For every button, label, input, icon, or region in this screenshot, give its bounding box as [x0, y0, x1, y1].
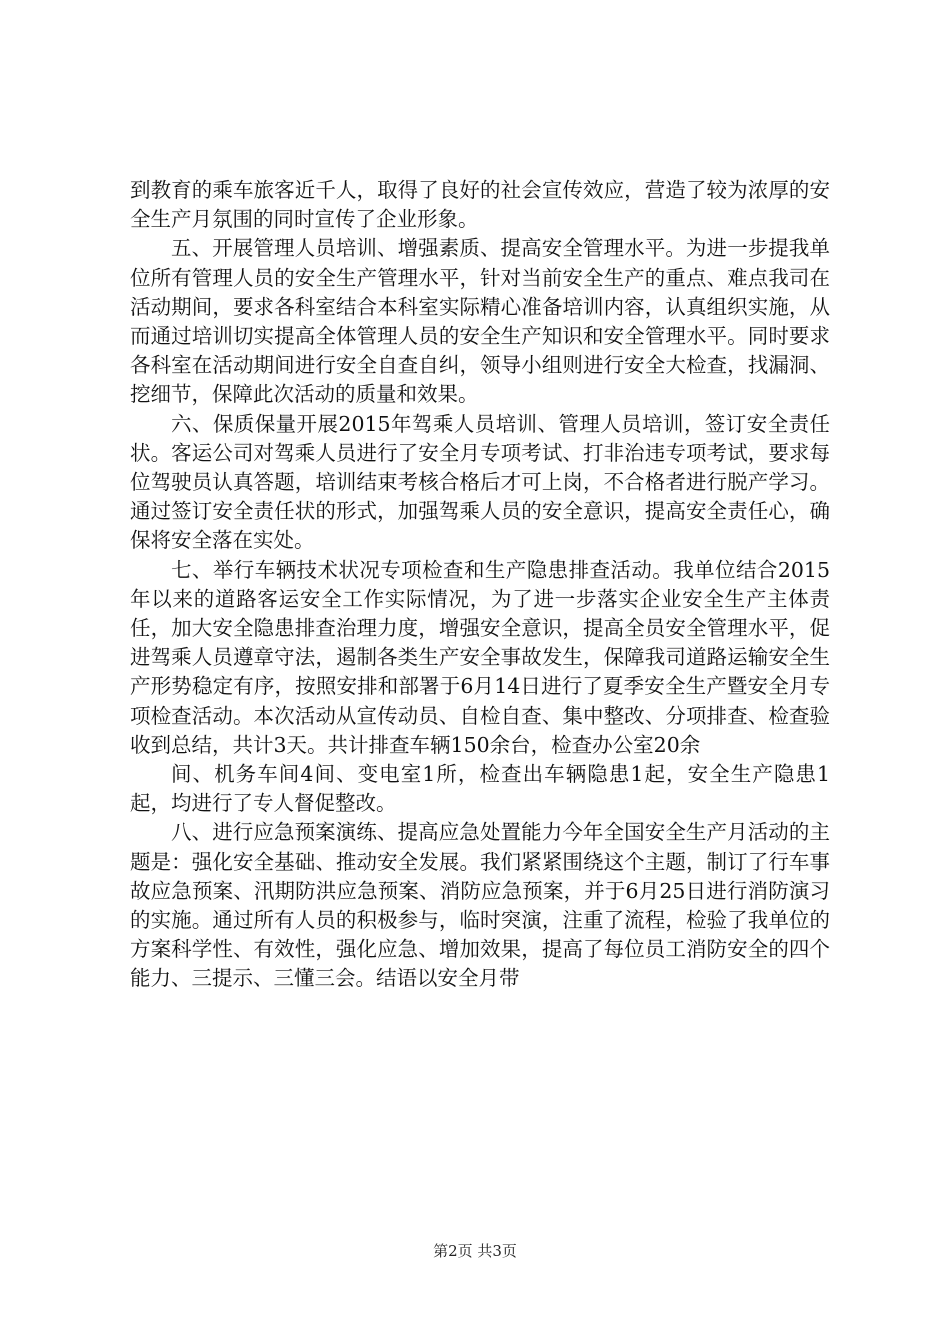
body-paragraph: 八、进行应急预案演练、提高应急处置能力今年全国安全生产月活动的主题是：强化安全基础、推动安全发展。我们紧紧围绕这个主题，制订了行车事故应急预案、汛期防洪应急预案、消防应急预案，并于6月25日进行消防演习的实施。通过所有人员的积极参与，临时突演，注重了流程，检验了我单位的方案科学性、有效性，强化应急、增加效果，提高了每位员工消防安全的四个能力、三提示、三懂三会。结语以安全月带	[130, 820, 830, 991]
body-paragraph: 间、机务车间4间、变电室1所，检查出车辆隐患1起，安全生产隐患1起，均进行了专人督促整改。	[130, 762, 830, 816]
body-paragraph: 六、保质保量开展2015年驾乘人员培训、管理人员培训，签订安全责任状。客运公司对驾乘人员进行了安全月专项考试、打非治违专项考试，要求每位驾驶员认真答题，培训结束考核合格后才可上岗，不合格者进行脱产学习。通过签订安全责任状的形式，加强驾乘人员的安全意识，提高安全责任心，确保将安全落在实处。	[130, 411, 830, 553]
body-paragraph: 五、开展管理人员培训、增强素质、提高安全管理水平。为进一步提我单位所有管理人员的安全生产管理水平，针对当前安全生产的重点、难点我司在活动期间，要求各科室结合本科室实际精心准备培训内容，认真组织实施，从而通过培训切实提高全体管理人员的安全生产知识和安全管理水平。同时要求各科室在活动期间进行安全自查自纠，领导小组则进行安全大检查，找漏洞、挖细节，保障此次活动的质量和效果。	[130, 236, 830, 407]
page-footer: 第2页 共3页	[433, 1242, 517, 1260]
document-body	[130, 176, 830, 994]
body-paragraph: 到教育的乘车旅客近千人，取得了良好的社会宣传效应，营造了较为浓厚的安全生产月氛围的同时宣传了企业形象。	[130, 178, 830, 232]
body-paragraph: 七、举行车辆技术状况专项检查和生产隐患排查活动。我单位结合2015年以来的道路客运安全工作实际情况，为了进一步落实企业安全生产主体责任，加大安全隐患排查治理力度，增强安全意识，提高全员安全管理水平，促进驾乘人员遵章守法，遏制各类生产安全事故发生，保障我司道路运输安全生产形势稳定有序，按照安排和部署于6月14日进行了夏季安全生产暨安全月专项检查活动。本次活动从宣传动员、自检自查、集中整改、分项排查、检查验收到总结，共计3天。共计排查车辆150余台，检查办公室20余	[130, 557, 830, 757]
